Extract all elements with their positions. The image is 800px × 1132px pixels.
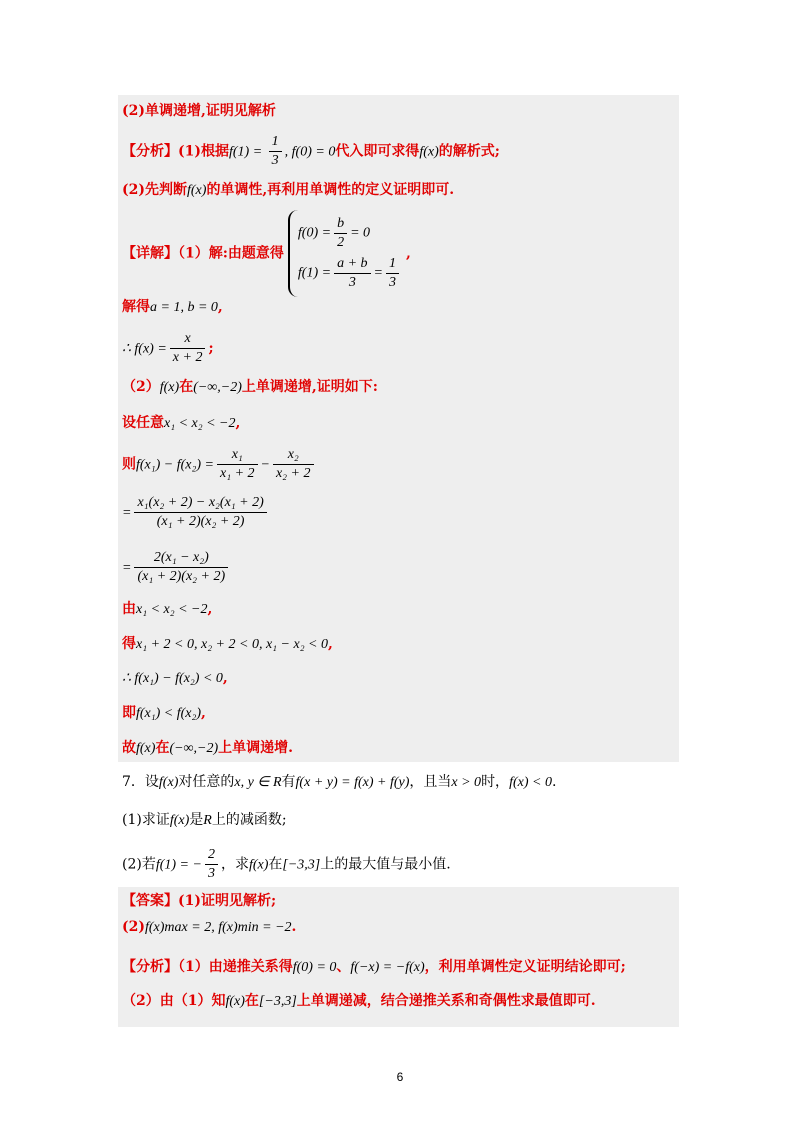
fraction: $\frac{1}{3}$ [269,133,282,170]
therefore-line: ∴ f(x₁) − f(x₂) < 0, [122,670,228,686]
analysis-line-2: (2)先判断f(x)的单调性,再利用单调性的定义证明即可. [122,182,455,198]
solve-result: 解得a = 1, b = 0, [122,299,223,315]
analysis-b-line-2: （2）由（1）知f(x)在[−3,3]上单调递减，结合递推关系和奇偶性求最值即可. [122,993,596,1009]
detail-system: 【详解】（1）解:由题意得 f(0) = $\frac{b}{2}$ = 0 f(1) = $\frac{a + b}{3}$ = $\frac{1}{3}$ , [122,210,411,297]
expand-line: = $\frac{\text{x₁(x₂ + 2) − x₂(x₁ + 2)}}{\text{(x₁ + 2)(x₂ + 2)}}$ [122,494,270,531]
sign-line: 得x₁ + 2 < 0, x₂ + 2 < 0, x₁ − x₂ < 0, [122,636,333,652]
ie-line: 即f(x₁) < f(x₂), [122,705,206,721]
question-7-part1: (1)求证f(x)是R上的减函数; [122,812,287,828]
question-7-part2: (2)若f(1) = − $\frac{2}{3}$ ，求f(x)在[−3,3]上的最大值与最小值. [122,847,451,881]
question-7-stem: 7．设f(x)对任意的x, y ∈ R有f(x + y) = f(x) + f(y)，且当x > 0时，f(x) < 0. [122,774,557,790]
answer-extrema: (2)f(x)max = 2, f(x)min = −2. [122,919,297,935]
answer-line: 【答案】(1)证明见解析; [122,893,277,909]
simplify-line: = $\frac{\text{2(x₁ − x₂)}}{\text{(x₁ + 2)(x₂ + 2)}}$ [122,549,231,586]
analysis-b-line-1: 【分析】（1）由递推关系得f(0) = 0、f(−x) = −f(x)，利用单调性定义证明结论即可; [122,959,626,975]
equation-system: f(0) = $\frac{b}{2}$ = 0 f(1) = $\frac{a + b}{3}$ = $\frac{1}{3}$ [288,210,406,297]
analysis-line-1: 【分析】(1)根据f(1) = $\frac{1}{3}$ , f(0) = 0代入即可求得f(x)的解析式; [122,134,500,168]
conclusion-line: 故f(x)在(−∞,−2)上单调递增. [122,740,294,756]
function-expression: ∴ f(x) = $\frac{x}{x + 2}$ ; [122,331,214,365]
monotonic-claim: （2）f(x)在(−∞,−2)上单调递增,证明如下: [122,379,378,395]
assume-line: 设任意x₁ < x₂ < −2, [122,415,241,431]
answer-part2: (2)单调递增,证明见解析 [122,103,276,119]
page-number: 6 [396,1070,404,1084]
difference-line: 则f(x₁) − f(x₂) = $\frac{\text{x₁}}{\text{x₁ + 2}}$ − $\frac{\text{x₂}}{\text{x₂ + 2}}$ [122,446,317,483]
given-line: 由x₁ < x₂ < −2, [122,601,213,617]
